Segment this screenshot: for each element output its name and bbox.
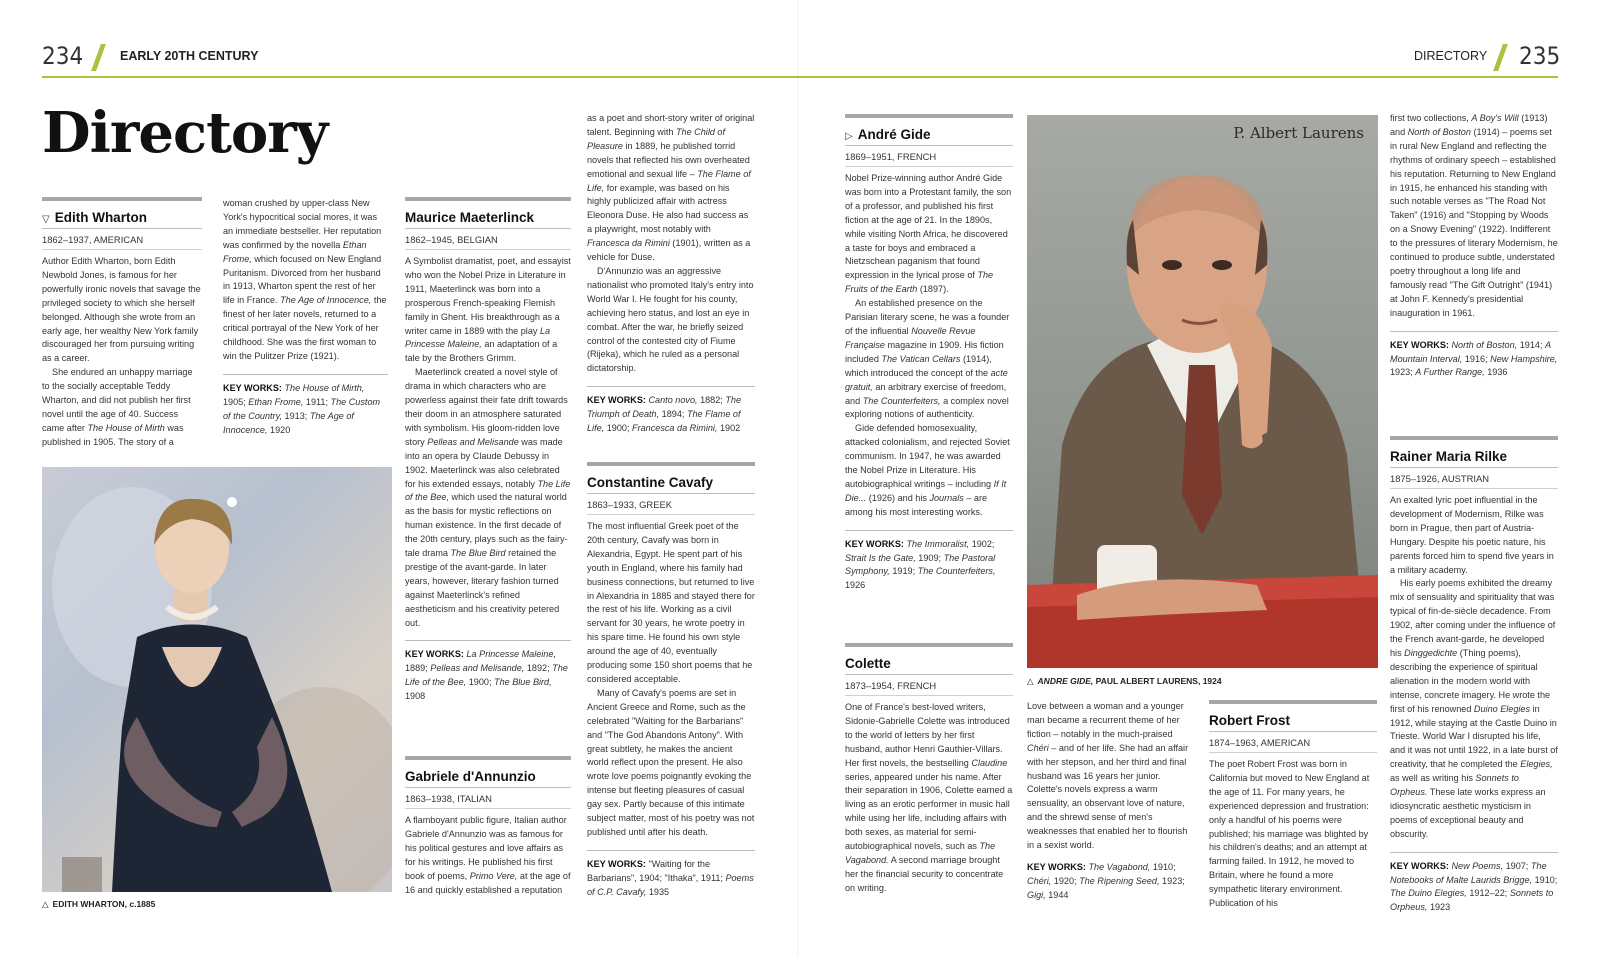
entry-body: A flamboyant public figure, Italian author Gabriele d'Annunzio was as famous for his political gestures and love affairs as for his writings. He published his first book of poems, Primo Vere, at the age of 16 and quickly established a reputation: [405, 815, 571, 895]
entry-name: ▽ Edith Wharton: [42, 209, 202, 229]
entry-body: A Symbolist dramatist, poet, and essayist who won the Nobel Prize in Literature in 1911, Maeterlinck was born into a prosperous French-speaking Flemish family in Ghent. His breakthrough as a writer came in 1889 with the play La Princesse Maleine, an adaptation of a tale by the Brothers Grimm.: [405, 256, 571, 364]
entry-colette: [845, 643, 1013, 896]
entry-body: Many of Cavafy's poems are set in Ancient Greece and Rome, such as the celebrated "Waiting for the Barbarians" and "The God Abandons Antony". With great subtlety, he makes the ancient world reflect upon the present. He also wrote love poems poignantly evoking the intense but fleeting pleasures of casual gay sex. Partly because of this intimate subject matter, most of his poetry was not published until after his death.: [587, 687, 755, 837]
triangle-down-icon: ▽: [42, 214, 50, 225]
entry-dates: 1863–1933, GREEK: [587, 494, 755, 515]
entry-gabriele-dannunzio-continued: [587, 112, 755, 436]
key-works: KEY WORKS: The Vagabond, 1910; Chéri, 1920; The Ripening Seed, 1923; Gigi, 1944: [1027, 861, 1185, 900]
entry-edith-wharton-continued: [223, 197, 388, 438]
entry-body: first two collections, A Boy's Will (1913) and North of Boston (1914) – poems set in rural New England and reflecting the rhythms of ordinary speech – established his reputation. Returning to New England in 1915, he enhanced his standing with such notable verses as "The Road Not Taken" (1916) and "Stopping by Woods on a Snowy Evening" (1922). Indifferent to the pressures of literary Modernism, he continued to produce subtle, understated poetry throughout a long life and famously read "The Gift Outright" (1941) at John F. Kennedy's presidential inauguration in 1961.: [1390, 113, 1558, 318]
portrait-painting: [42, 467, 392, 892]
entry-name: ▷ André Gide: [845, 126, 1013, 146]
entry-body: An exalted lyric poet influential in the development of Modernism, Rilke was born in Prague, then part of Austria-Hungary. Despite his poetic nature, his parents forced him to spend five years in a military academy.: [1390, 495, 1554, 575]
entry-body: Author Edith Wharton, born Edith Newbold Jones, is famous for her powerfully ironic novels that savage the privileged society to which she herself belonged. Although she wrote from an early age, her wealthy New York family discouraged her from pursuing writing as a career.: [42, 256, 201, 364]
entry-robert-frost-continued: [1390, 112, 1558, 380]
entry-body: The most influential Greek poet of the 20th century, Cavafy was born in Alexandria, Egypt. He spent part of his youth in England, where his family had business connections, but returned to live in Alexandria in 1885 and stayed there for the rest of his life. Working as a civil servant for 30 years, he wrote poetry in his spare time. He found his own style around the age of 40, eventually producing some 150 short poems that he considered acceptable.: [587, 521, 755, 684]
entry-name: Rainer Maria Rilke: [1390, 448, 1558, 468]
entry-gabriele-dannunzio: [405, 756, 571, 897]
entry-body: woman crushed by upper-class New York's hypocritical social mores, it was an immediate bestseller. Her reputation was confirmed by the novella Ethan Frome, which focused on New England Puritanism. Divorced from her husband in 1913, Wharton spent the rest of her life in France. The Age of Innocence, the finest of her later novels, returned to a critical portrayal of the New York of her childhood. She was the first woman to win the Pulitzer Prize (1921).: [223, 198, 387, 361]
key-works: KEY WORKS: The House of Mirth, 1905; Ethan Frome, 1911; The Custom of the Country, 1913; The Age of Innocence, 1920: [223, 374, 388, 438]
entry-name: Colette: [845, 655, 1013, 675]
triangle-up-icon: △: [42, 899, 49, 909]
right-section-title: DIRECTORY: [1414, 49, 1488, 63]
entry-dates: 1874–1963, AMERICAN: [1209, 732, 1377, 753]
header-accent-slash-right: [1493, 44, 1508, 71]
wharton-caption: △ EDITH WHARTON, c.1885: [42, 899, 156, 909]
portrait-painting: [1027, 115, 1378, 668]
gide-caption: △ ANDRE GIDE, PAUL ALBERT LAURENS, 1924: [1027, 676, 1222, 686]
entry-name: Robert Frost: [1209, 712, 1377, 732]
entry-header: [42, 197, 202, 250]
entry-dates: 1869–1951, FRENCH: [845, 146, 1013, 167]
painting-signature: P. Albert Laurens: [1233, 124, 1364, 142]
entry-name: Constantine Cavafy: [587, 474, 755, 494]
entry-dates: 1875–1926, AUSTRIAN: [1390, 468, 1558, 489]
entry-edith-wharton: [42, 197, 202, 450]
key-works: KEY WORKS: The Immoralist, 1902; Strait Is the Gate, 1909; The Pastoral Symphony, 1919; The Counterfeiters, 1926: [845, 530, 1013, 594]
entry-body: The poet Robert Frost was born in California but moved to New England at the age of 11. For many years, he experienced depression and frustration: only a handful of his poems were published; his marriage was blighted by his children's deaths; and an attempt at farming failed. In 1912, he moved to Britain, where he found a more sympathetic literary environment. Publication of his: [1209, 759, 1370, 909]
entry-body: D'Annunzio was an aggressive nationalist who promoted Italy's entry into World War I. He fought for his county, achieving hero status, and lost an eye in combat. After the war, he briefly seized control of the contested city of Fiume (Rijeka), which he ruled as a personal dictatorship.: [587, 265, 754, 374]
triangle-up-icon: △: [1027, 676, 1034, 686]
entry-body: One of France's best-loved writers, Sidonie-Gabrielle Colette was introduced to the world of letters by her first husband, author Henri Gauthier-Villars. Her first novels, the bestselling Claudine series, appeared under his name. After their separation in 1906, Colette earned a living as an erotic performer in music hall while using her life, including affairs with both sexes, as material for semi-autobiographical novels, such as The Vagabond. A second marriage brought her the financial security to concentrate on writing.: [845, 702, 1013, 893]
entry-body: She endured an unhappy marriage to the socially acceptable Teddy Wharton, and did not publish her first novel until the age of 40. Success came after The House of Mirth was published in 1905. The story of a: [42, 367, 193, 447]
entry-body: Love between a woman and a younger man became a recurrent theme of her fiction – notably in the much-praised Chéri – and of her life. She had an affair with her stepson, and her third and final husband was 16 years her junior. Colette's novels express a warm sensuality, an observant love of nature, and the shrewd sense of men's weaknesses that enabled her to flourish in a sexist world.: [1027, 701, 1189, 851]
entry-constantine-cavafy: [587, 462, 755, 900]
entry-body: An established presence on the Parisian literary scene, he was a founder of the influential Nouvelle Revue Française magazine in 1909. His fiction included The Vatican Cellars (1914), which introduced the concept of the acte gratuit, an arbitrary exercise of freedom, and The Counterfeiters, a complex novel exploring notions of authenticity.: [845, 298, 1010, 420]
andre-gide-portrait: [1027, 115, 1378, 668]
page-spine: [797, 0, 799, 956]
entry-name: Maurice Maeterlinck: [405, 209, 571, 229]
key-works: KEY WORKS: North of Boston, 1914; A Mountain Interval, 1916; New Hampshire, 1923; A Further Range, 1936: [1390, 331, 1558, 381]
entry-rainer-maria-rilke: [1390, 436, 1558, 915]
header-accent-slash: [91, 44, 106, 71]
key-works: KEY WORKS: New Poems, 1907; The Notebooks of Malte Laurids Brigge, 1910; The Duino Elegies, 1912–22; Sonnets to Orpheus, 1923: [1390, 852, 1558, 916]
right-page-number: 235: [1519, 42, 1561, 70]
entry-dates: 1863–1938, ITALIAN: [405, 788, 571, 809]
edith-wharton-portrait: [42, 467, 392, 892]
entry-body: Gide defended homosexuality, attacked colonialism, and rejected Soviet communism. In 1947, he was awarded the Nobel Prize in Literature. His autobiographical writings – including If It Die... (1926) and his Journals – are among his most interesting works.: [845, 423, 1010, 517]
left-section-title: EARLY 20TH CENTURY: [120, 49, 259, 63]
entry-robert-frost: [1209, 700, 1377, 911]
entry-body: as a poet and short-story writer of original talent. Beginning with The Child of Pleasure in 1889, he published torrid novels that reflected his own overheated emotional and sexual life – The Flame of Life, for example, was based on his highly publicized affair with actress Eleonora Duse. He also had success as a playwright, most notably with Francesca da Rimini (1901), written as a vehicle for Duse.: [587, 113, 755, 263]
key-works: KEY WORKS: La Princesse Maleine, 1889; Pelleas and Melisande, 1892; The Life of the Bee, 1900; The Blue Bird, 1908: [405, 640, 571, 704]
entry-dates: 1862–1937, AMERICAN: [42, 229, 202, 250]
key-works: KEY WORKS: "Waiting for the Barbarians", 1904; "Ithaka", 1911; Poems of C.P. Cavafy, 1935: [587, 850, 755, 900]
entry-body: Nobel Prize-winning author André Gide was born into a Protestant family, the son of a professor, and published his first fiction at the age of 21. In the 1890s, while visiting North Africa, he discovered a taste for boys and embraced a Nietzschean paganism that found expression in the lyrical prose of The Fruits of the Earth (1897).: [845, 173, 1012, 295]
header-rule: [42, 76, 1558, 78]
entry-dates: 1862–1945, BELGIAN: [405, 229, 571, 250]
left-page-number: 234: [42, 42, 84, 70]
entry-colette-continued: [1027, 700, 1195, 903]
entry-maurice-maeterlinck: [405, 197, 571, 704]
entry-name: Gabriele d'Annunzio: [405, 768, 571, 788]
entry-andre-gide: [845, 114, 1013, 593]
entry-body: His early poems exhibited the dreamy mix of sensuality and spirituality that was typical of fin-de-siècle decadence. From 1902, after coming under the influence of the French avant-garde, he developed his Dinggedichte (Thing poems), describing the experience of spiritual alienation in the modern world with intense, concrete imagery. He wrote the first of his renowned Duino Elegies in 1912, while staying at the Castle Duino in Trieste. World War I disrupted his life, and it was not until 1922, in a late burst of creativity, that he completed the Elegies, as well as writing his Sonnets to Orpheus. These late works express an idiosyncratic aesthetic mysticism in poems of exceptional beauty and obscurity.: [1390, 578, 1558, 839]
triangle-right-icon: ▷: [845, 131, 853, 142]
page-title: Directory: [42, 100, 328, 166]
entry-body: Maeterlinck created a novel style of drama in which characters who are powerless against their fate drift towards their doom in an atmosphere saturated with symbolism. His gloom-ridden love story Pelleas and Melisande was made into an opera by Claude Debussy in 1902. Maeterlinck was also celebrated for his extended essays, notably The Life of the Bee, which used the natural world as the basis for mystic reflections on human existence. In the first decade of the 20th century, plays such as the fairy-tale drama The Blue Bird retained the prestige of the avant-garde. In later years, however, literary fashion turned against Maeterlinck's refined aestheticism and his creativity petered out.: [405, 367, 571, 628]
key-works: KEY WORKS: Canto novo, 1882; The Triumph of Death, 1894; The Flame of Life, 1900; Francesca da Rimini, 1902: [587, 386, 755, 436]
entry-dates: 1873–1954, FRENCH: [845, 675, 1013, 696]
